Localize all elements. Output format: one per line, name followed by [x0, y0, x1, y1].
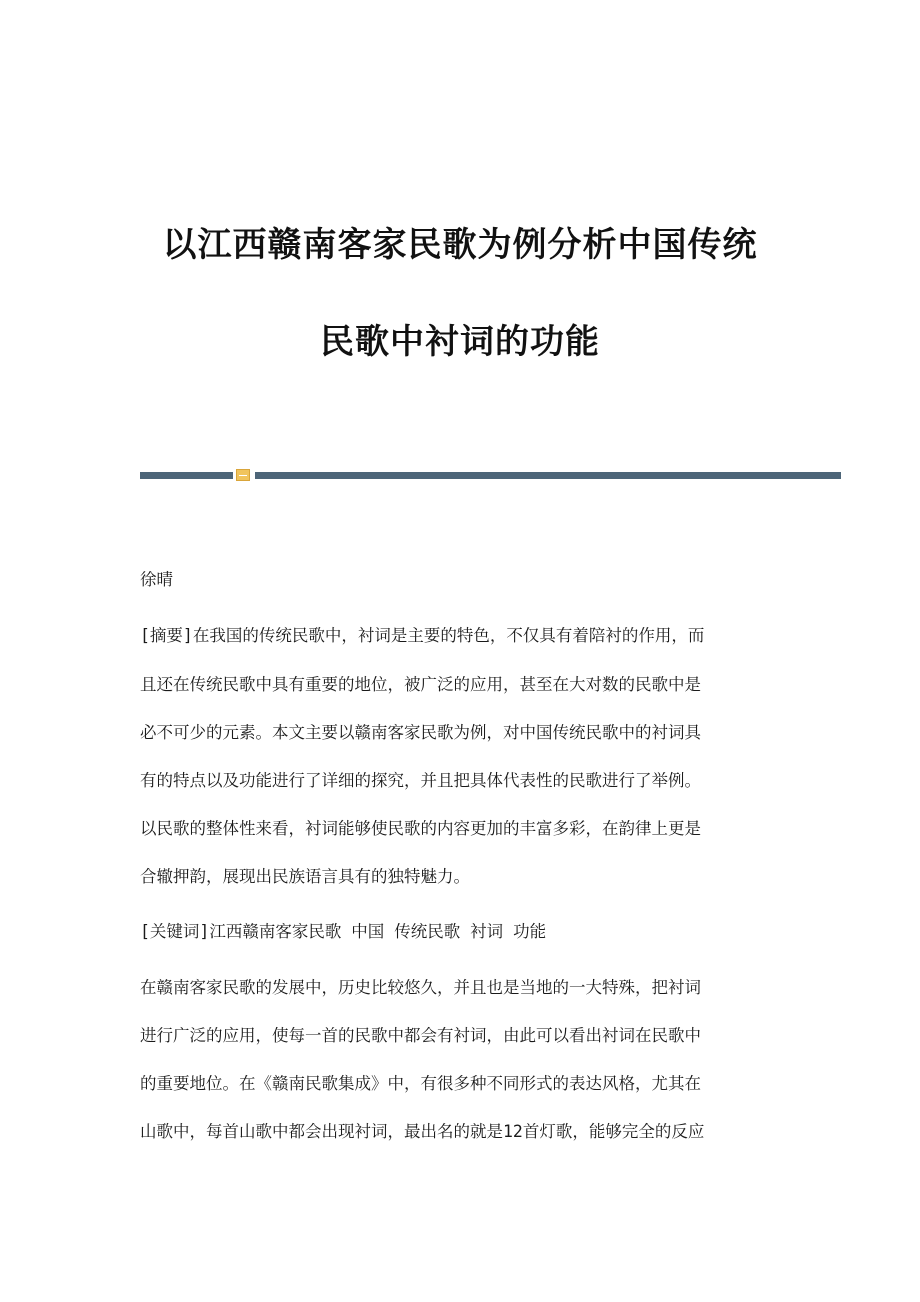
abstract-line: 且还在传统民歌中具有重要的地位，被广泛的应用，甚至在大对数的民歌中是: [140, 675, 701, 694]
body-line: 山歌中，每首山歌中都会出现衬词，最出名的就是12首灯歌，能够完全的反应: [140, 1122, 705, 1141]
divider-bar-left: [140, 472, 233, 479]
divider-mark-icon: [236, 469, 250, 481]
title-line-1: 以江西赣南客家民歌为例分析中国传统: [162, 225, 758, 265]
abstract-line: 必不可少的元素。本文主要以赣南客家民歌为例，对中国传统民歌中的衬词具: [140, 723, 701, 742]
body-line: 进行广泛的应用，使每一首的民歌中都会有衬词，由此可以看出衬词在民歌中: [140, 1026, 701, 1045]
abstract-line: 有的特点以及功能进行了详细的探究，并且把具体代表性的民歌进行了举例。: [140, 771, 701, 790]
title-divider: [140, 466, 841, 484]
body-line: 在赣南客家民歌的发展中，历史比较悠久，并且也是当地的一大特殊，把衬词: [140, 978, 701, 997]
divider-bar-right: [255, 472, 841, 479]
keywords-line: [关键词]江西赣南客家民歌 中国 传统民歌 衬词 功能: [140, 922, 547, 941]
abstract-line: 以民歌的整体性来看，衬词能够使民歌的内容更加的丰富多彩，在韵律上更是: [140, 819, 701, 838]
abstract-line: 合辙押韵，展现出民族语言具有的独特魅力。: [140, 867, 470, 886]
author: 徐晴: [140, 570, 173, 589]
body-line: 的重要地位。在《赣南民歌集成》中，有很多种不同形式的表达风格，尤其在: [140, 1074, 701, 1093]
abstract-line: [摘要]在我国的传统民歌中，衬词是主要的特色，不仅具有着陪衬的作用，而: [140, 626, 705, 645]
title-line-2: 民歌中衬词的功能: [320, 322, 600, 362]
